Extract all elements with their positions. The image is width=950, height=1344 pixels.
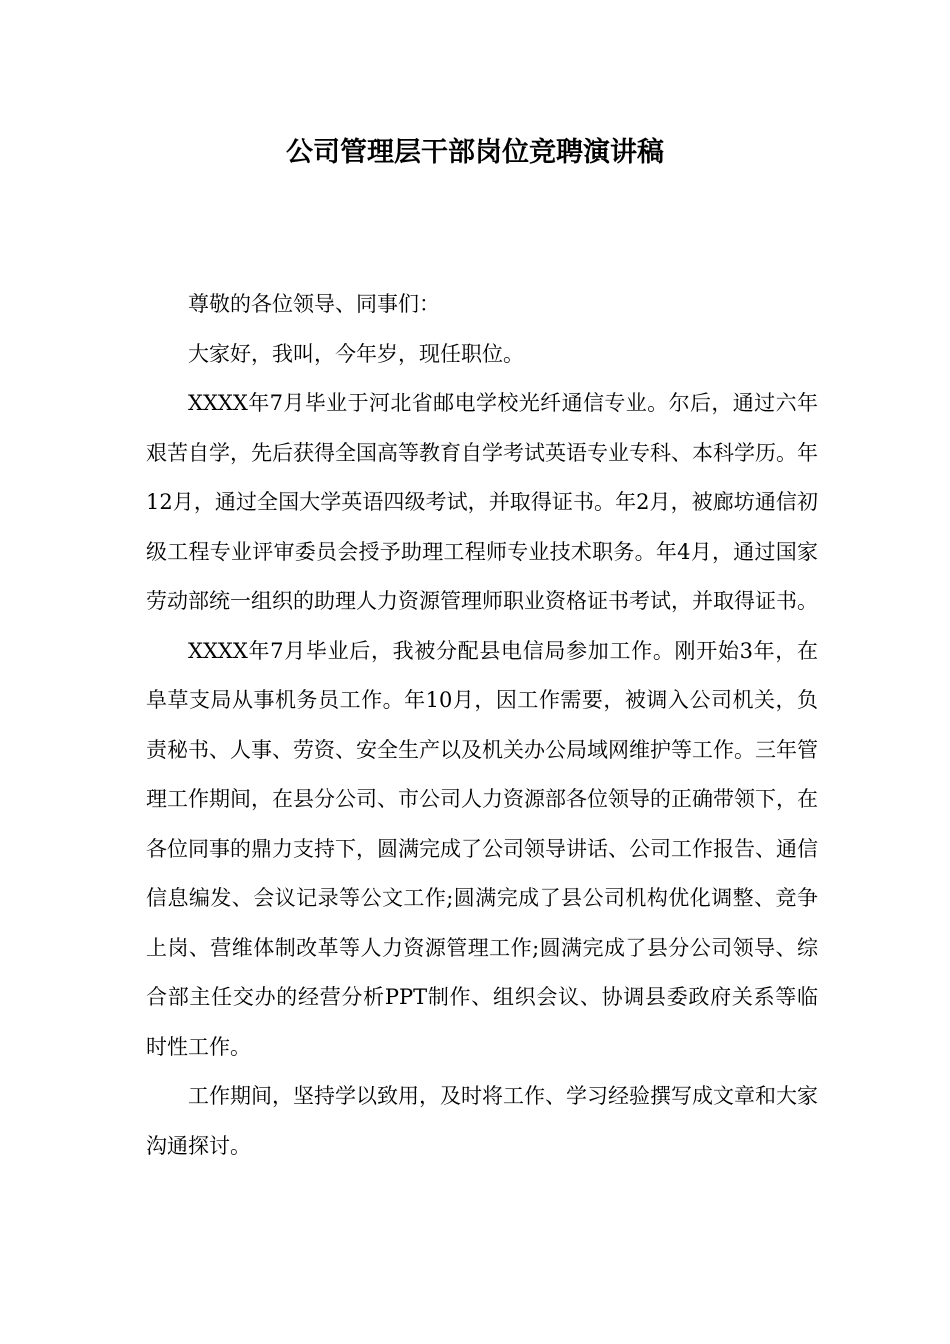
document-title: 公司管理层干部岗位竞聘演讲稿 [286, 137, 664, 168]
education-paragraph: XXXX年7月毕业于河北省邮电学校光纤通信专业。尔后，通过六年艰苦自学，先后获得全国高等教育自学考试英语专业专科、本科学历。年12月，通过全国大学英语四级考试，并取得证书。年2月，被廊坊通信初级工程专业评审委员会授予助理工程师专业技术职务。年4月，通过国家劳动部统一组织的助理人力资源管理师职业资格证书考试，并取得证书。 [146, 391, 818, 613]
salutation-paragraph: 尊敬的各位领导、同事们： [188, 292, 440, 316]
document-body [146, 280, 818, 1171]
greeting-paragraph: 大家好，我叫，今年岁，现任职位。 [188, 341, 524, 366]
work-experience-paragraph: XXXX年7月毕业后，我被分配县电信局参加工作。刚开始3年，在阜草支局从事机务员工作。年10月，因工作需要，被调入公司机关，负责秘书、人事、劳资、安全生产以及机关办公局域网维护等工作。三年管理工作期间，在县分公司、市公司人力资源部各位领导的正确带领下，在各位同事的鼎力支持下，圆满完成了公司领导讲话、公司工作报告、通信信息编发、会议记录等公文工作;圆满完成了县公司机构优化调整、竞争上岗、营维体制改革等人力资源管理工作;圆满完成了县分公司领导、综合部主任交办的经营分析PPT制作、组织会议、协调县委政府关系等临时性工作。 [146, 638, 818, 1059]
study-paragraph: 工作期间，坚持学以致用，及时将工作、学习经验撰写成文章和大家沟通探讨。 [146, 1084, 818, 1158]
